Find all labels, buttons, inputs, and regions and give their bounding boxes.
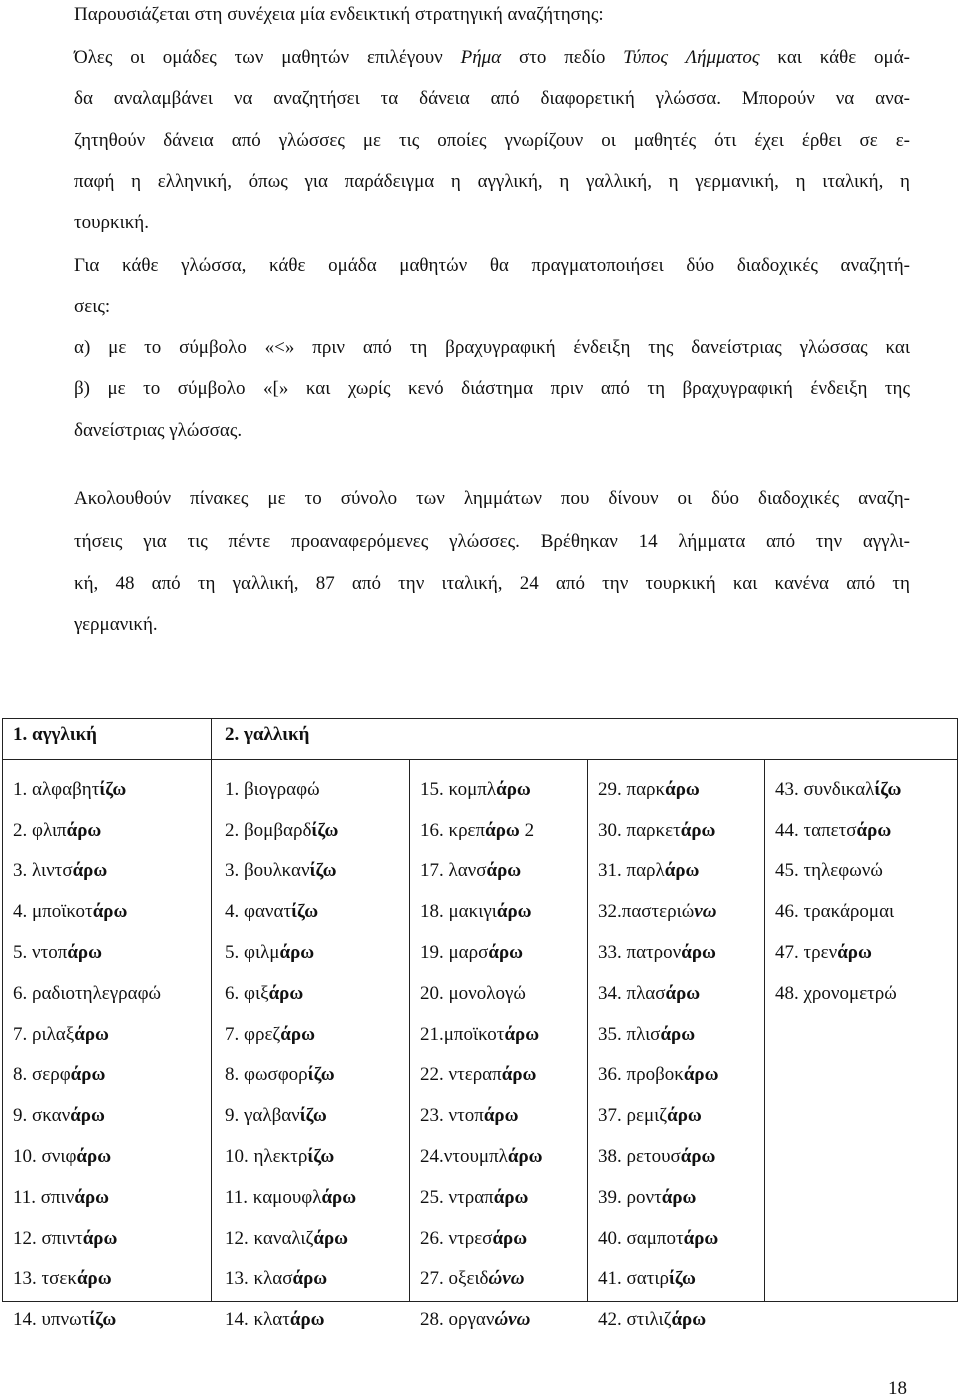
text-segment: άρω [501, 1064, 537, 1085]
table-cell [775, 900, 894, 924]
text-segment: ώνω [494, 1309, 531, 1330]
text-segment: άρω [72, 860, 108, 881]
text-segment: 4. μποϊκοτ [13, 901, 93, 922]
text-segment: Όλες οι ομάδες των μαθητών επιλέγουν [74, 47, 461, 68]
table-cell [13, 1023, 109, 1047]
table-header-divider [3, 759, 957, 760]
text-segment: άρω [493, 1187, 529, 1208]
text-segment: α) με το σύμβολο «<» πριν από τη βραχυγραφική ένδειξη της δανείστριας γλώσσας και [74, 337, 910, 358]
text-segment: τήσεις για τις πέντε προαναφερόμενες γλώσσες. Βρέθηκαν 14 λήμματα από την αγγλι- [74, 531, 910, 552]
text-segment: άρω [664, 860, 700, 881]
text-segment: άρω [70, 1064, 106, 1085]
text-segment: 34. πλασ [598, 983, 666, 1004]
text-segment: νω [694, 901, 717, 922]
text-segment: 7. φρεζ [225, 1024, 281, 1045]
text-segment: άρω [321, 1187, 357, 1208]
table-cell [420, 900, 532, 924]
table-cell [225, 941, 314, 965]
text-segment: 22. ντεραπ [420, 1064, 502, 1085]
text-segment: άρω [313, 1228, 349, 1249]
header-english: 1. αγγλική [13, 724, 97, 745]
text-segment: άρω [92, 901, 128, 922]
text-segment: ώνω [488, 1268, 525, 1289]
table-cell [225, 1186, 356, 1210]
text-segment: Ρήμα [460, 47, 502, 68]
text-segment: 23. ντοπ [420, 1105, 484, 1126]
text-segment: 26. ντρεσ [420, 1228, 493, 1249]
table-cell [775, 778, 901, 802]
table-column-divider [409, 759, 410, 1301]
paragraph-line [74, 487, 910, 511]
table-cell [598, 819, 715, 843]
text-segment: άρω [683, 1064, 719, 1085]
paragraph-line [74, 336, 910, 360]
text-segment: άρω [496, 779, 531, 800]
text-segment: άρω [660, 1024, 696, 1045]
text-segment: ίζω [307, 1064, 335, 1085]
text-segment: 11. καμουφλ [225, 1187, 322, 1208]
text-segment: 12. σπιντ [13, 1228, 83, 1249]
table-cell [13, 982, 161, 1006]
text-segment: 3. βουλκαν [225, 860, 310, 881]
table-cell [420, 1227, 527, 1251]
table-cell [420, 1186, 528, 1210]
text-segment: και κάθε ομά- [759, 47, 910, 68]
paragraph-line [74, 419, 242, 443]
text-segment: 10. ηλεκτρ [225, 1146, 308, 1167]
text-segment: άρω [671, 1309, 707, 1330]
text-segment: άρω [82, 1228, 118, 1249]
text-segment: 43. συνδικαλ [775, 779, 875, 800]
text-segment: ίζω [89, 1309, 117, 1330]
loanword-verbs-table [2, 718, 958, 1330]
text-segment: 10. σνιφ [13, 1146, 77, 1167]
text-segment: 45. τηλεφωνώ [775, 860, 883, 881]
table-cell [225, 778, 320, 802]
text-segment: 36. προβοκ [598, 1064, 684, 1085]
text-segment: στο πεδίο [501, 47, 624, 68]
text-segment: άρω [280, 1024, 315, 1045]
text-segment: 2. βομβαρδ [225, 820, 312, 841]
paragraph-line [74, 295, 110, 319]
paragraph-line [74, 613, 158, 637]
text-segment: δανείστριας γλώσσας. [74, 420, 243, 441]
paragraph-line [74, 170, 910, 194]
table-cell [225, 982, 303, 1006]
text-segment: 39. ροντ [598, 1187, 662, 1208]
table-cell [225, 1023, 315, 1047]
text-segment: ίζω [309, 860, 337, 881]
text-segment: Παρουσιάζεται στη συνέχεια μία ενδεικτική στρατηγική αναζήτησης: [74, 4, 604, 25]
text-segment: 48. χρονομετρώ [775, 983, 897, 1004]
text-segment: άρω [74, 1187, 110, 1208]
text-segment: 9. γαλβαν [225, 1105, 300, 1126]
text-segment: 37. ρεμιζ [598, 1105, 668, 1126]
table-cell [775, 819, 891, 843]
text-segment: 2 [519, 820, 535, 841]
text-segment: άρω [268, 983, 304, 1004]
text-segment: 30. παρκετ [598, 820, 681, 841]
text-segment: άρω [486, 860, 522, 881]
table-column-divider [211, 719, 212, 1301]
text-segment: άρω [665, 779, 700, 800]
text-segment: ίζω [311, 820, 339, 841]
text-segment: άρω [661, 1187, 697, 1208]
table-cell [420, 982, 526, 1006]
text-segment: άρω [837, 942, 872, 963]
text-segment: β) με το σύμβολο «[» και χωρίς κενό διάστημα πριν από τη βραχυγραφική ένδειξη της [74, 378, 910, 399]
table-cell [775, 982, 897, 1006]
text-segment: 44. ταπετσ [775, 820, 857, 841]
text-segment: άρω [488, 942, 524, 963]
text-segment: 38. ρετουσ [598, 1146, 681, 1167]
text-segment: άρω [70, 1105, 105, 1126]
table-cell [598, 1023, 695, 1047]
text-segment: άρω [292, 1268, 328, 1289]
table-cell [420, 1104, 519, 1128]
text-segment: ίζω [99, 779, 127, 800]
table-cell [420, 1023, 539, 1047]
table-cell [225, 1145, 334, 1169]
text-segment: 41. σατιρ [598, 1268, 669, 1289]
text-segment: 6. φιξ [225, 983, 269, 1004]
table-cell [225, 1227, 348, 1251]
table-cell [225, 819, 338, 843]
text-segment: 9. σκαν [13, 1105, 71, 1126]
text-segment: Ακολουθούν πίνακες με το σύνολο των λημμάτων που δίνουν οι δύο διαδοχικές αναζη- [74, 488, 910, 509]
table-cell [420, 941, 523, 965]
table-cell [13, 941, 102, 965]
text-segment: 18. μακιγι [420, 901, 497, 922]
table-cell [598, 900, 716, 924]
text-segment: 6. ραδιοτηλεγραφώ [13, 983, 162, 1004]
table-cell [13, 1063, 105, 1087]
table-cell [420, 819, 534, 843]
table-cell [13, 900, 127, 924]
table-cell [420, 1267, 524, 1291]
text-segment: άρω [76, 1146, 112, 1167]
text-segment: άρω [680, 1146, 716, 1167]
text-segment: άρω [665, 983, 701, 1004]
table-cell [13, 819, 101, 843]
table-cell [775, 941, 872, 965]
text-segment: άρω [856, 820, 892, 841]
table-cell [13, 1267, 112, 1291]
text-segment: 35. πλισ [598, 1024, 661, 1045]
paragraph-line [74, 530, 910, 554]
table-column-divider [587, 759, 588, 1301]
text-segment: 29. παρκ [598, 779, 666, 800]
text-segment: 7. ριλαξ [13, 1024, 75, 1045]
text-segment: άρω [483, 1105, 519, 1126]
text-segment: ίζω [299, 1105, 327, 1126]
text-segment: 13. κλασ [225, 1268, 293, 1289]
table-cell [420, 1063, 536, 1087]
text-segment: 33. πατρον [598, 942, 682, 963]
text-segment: ίζω [874, 779, 902, 800]
text-segment: 20. μονολογώ [420, 983, 526, 1004]
table-cell [598, 1267, 696, 1291]
text-segment: 47. τρεν [775, 942, 838, 963]
text-segment: ζητηθούν δάνεια από γλώσσες με τις οποίες γνωρίζουν οι μαθητές ότι έχει έρθει σε ε- [74, 130, 910, 151]
text-segment: 17. λανσ [420, 860, 487, 881]
text-segment: σεις: [74, 296, 111, 317]
text-segment: άρω [496, 901, 532, 922]
text-segment: 12. καναλιζ [225, 1228, 314, 1249]
text-segment: 1. αλφαβητ [13, 779, 100, 800]
text-segment: άρω [74, 1024, 109, 1045]
text-segment: άρω [66, 820, 102, 841]
text-segment: άρω [76, 1268, 112, 1289]
paragraph-line [74, 254, 910, 278]
text-segment: 8. φωσφορ [225, 1064, 308, 1085]
text-segment: ίζω [291, 901, 319, 922]
text-segment: άρω [681, 942, 716, 963]
paragraph-line [74, 46, 910, 70]
table-cell [598, 1186, 696, 1210]
text-segment: 21.μποϊκοτ [420, 1024, 505, 1045]
text-segment: 4. φανατ [225, 901, 292, 922]
table-cell [598, 941, 716, 965]
text-segment: 27. οξειδ [420, 1268, 489, 1289]
text-segment: άρω [67, 942, 102, 963]
text-segment: άρω [279, 942, 315, 963]
table-column-divider [764, 759, 765, 1301]
table-cell [225, 1267, 327, 1291]
table-cell [598, 1104, 702, 1128]
text-segment: γερμανική. [74, 614, 158, 635]
table-cell [225, 1063, 335, 1087]
table-cell [598, 1063, 719, 1087]
text-segment: 1. βιογραφώ [225, 779, 320, 800]
table-cell [13, 1186, 109, 1210]
text-segment: 32.παστεριώ [598, 901, 695, 922]
header-french: 2. γαλλική [225, 724, 310, 745]
table-cell [13, 1308, 116, 1332]
text-segment: 13. τσεκ [13, 1268, 77, 1289]
text-segment: 5. ντοπ [13, 942, 68, 963]
paragraph-line [74, 377, 910, 401]
page-number: 18 [888, 1378, 907, 1399]
table-cell [598, 859, 699, 883]
text-segment: 28. οργαν [420, 1309, 495, 1330]
text-segment: 14. υπνωτ [13, 1309, 90, 1330]
table-cell [420, 1308, 530, 1332]
text-segment: 8. σερφ [13, 1064, 71, 1085]
text-segment: παφή η ελληνική, όπως για παράδειγμα η αγγλική, η γαλλική, η γερμανική, η ιταλική, η [74, 171, 910, 192]
text-segment: 46. τρακάρομαι [775, 901, 895, 922]
table-cell [598, 778, 700, 802]
text-segment: 2. φλιπ [13, 820, 67, 841]
paragraph-line [74, 3, 604, 27]
table-cell [598, 1145, 715, 1169]
text-segment: 40. σαμποτ [598, 1228, 684, 1249]
text-segment: άρω [492, 1228, 528, 1249]
table-cell [598, 1308, 706, 1332]
text-segment: άρω [507, 1146, 543, 1167]
text-segment: 24.ντουμπλ [420, 1146, 508, 1167]
text-segment: 31. παρλ [598, 860, 665, 881]
text-segment: 25. ντραπ [420, 1187, 494, 1208]
table-cell [598, 982, 700, 1006]
text-segment: 16. κρεπ [420, 820, 486, 841]
text-segment: άρω [485, 820, 520, 841]
table-cell [13, 859, 107, 883]
table-cell [13, 1104, 105, 1128]
table-cell [225, 1308, 325, 1332]
table-cell [225, 900, 318, 924]
text-segment: ίζω [668, 1268, 696, 1289]
text-segment: άρω [683, 1228, 719, 1249]
paragraph-line [74, 129, 910, 153]
text-segment: δα αναλαμβάνει να αναζητήσει τα δάνεια από διαφορετική γλώσσα. Μπορούν να ανα- [74, 88, 910, 109]
text-segment: ίζω [307, 1146, 335, 1167]
paragraph-line [74, 572, 910, 596]
text-segment: τουρκική. [74, 212, 149, 233]
table-cell [598, 1227, 718, 1251]
text-segment: 42. στιλιζ [598, 1309, 672, 1330]
text-segment: 3. λιντσ [13, 860, 73, 881]
text-segment: άρω [680, 820, 716, 841]
paragraph-line [74, 87, 910, 111]
table-cell [225, 859, 337, 883]
table-cell [420, 1145, 543, 1169]
text-segment: 14. κλατ [225, 1309, 290, 1330]
table-cell [13, 1227, 117, 1251]
table-cell [420, 859, 521, 883]
table-cell [225, 1104, 327, 1128]
table-cell [13, 1145, 111, 1169]
text-segment: Τύπος Λήμματος [623, 47, 760, 68]
text-segment: κή, 48 από τη γαλλική, 87 από την ιταλική, 24 από την τουρκική και κανένα από τη [74, 573, 910, 594]
text-segment: Για κάθε γλώσσα, κάθε ομάδα μαθητών θα πραγματοποιήσει δύο διαδοχικές αναζητή- [74, 255, 910, 276]
paragraph-line [74, 211, 149, 235]
text-segment: 5. φιλμ [225, 942, 280, 963]
text-segment: 19. μαρσ [420, 942, 489, 963]
table-cell [775, 859, 883, 883]
text-segment: άρω [667, 1105, 702, 1126]
table-cell [420, 778, 531, 802]
text-segment: άρω [504, 1024, 540, 1045]
table-cell [13, 778, 126, 802]
text-segment: 15. κομπλ [420, 779, 497, 800]
text-segment: άρω [289, 1309, 325, 1330]
text-segment: 11. σπιν [13, 1187, 75, 1208]
